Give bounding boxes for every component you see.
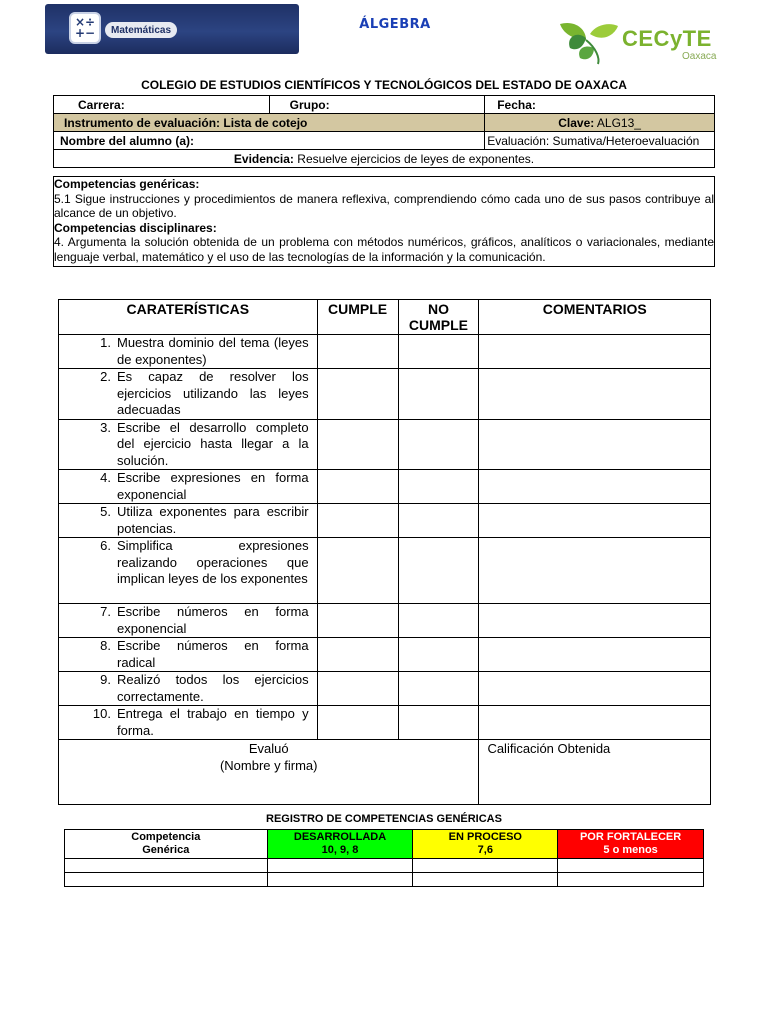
checklist-row	[59, 638, 711, 672]
checklist-item-cell	[59, 335, 318, 369]
no-cumple-cell[interactable]	[398, 672, 479, 706]
checklist-item-cell	[59, 672, 318, 706]
checklist-item-number: 2.	[100, 369, 111, 384]
checklist-item-number: 4.	[100, 470, 111, 485]
cumple-cell[interactable]	[317, 638, 398, 672]
comentarios-cell[interactable]	[479, 604, 711, 638]
header-cumple: CUMPLE	[317, 300, 398, 335]
registro-cell[interactable]	[558, 859, 704, 873]
fecha-label: Fecha:	[485, 96, 715, 114]
college-name: COLEGIO DE ESTUDIOS CIENTÍFICOS Y TECNOLÓGICOS DEL ESTADO DE OAXACA	[141, 78, 627, 92]
instrumento-label: Instrumento de evaluación: Lista de cotejo	[54, 114, 485, 132]
checklist-item-cell	[59, 419, 318, 470]
competencias-disciplinares-title: Competencias disciplinares:	[54, 220, 217, 235]
no-cumple-cell[interactable]	[398, 604, 479, 638]
registro-cell[interactable]	[267, 873, 413, 887]
comentarios-cell[interactable]	[479, 706, 711, 740]
header-no-cumple: NO CUMPLE	[398, 300, 479, 335]
calificacion-label: Calificación Obtenida	[487, 741, 611, 756]
info-table	[53, 95, 715, 168]
checklist-item-number: 9.	[100, 672, 111, 687]
checklist-item-text: Realizó todos los ejercicios correctamente.	[117, 672, 309, 704]
checklist-item	[61, 638, 315, 671]
carrera-label: Carrera:	[54, 96, 270, 114]
calificacion-cell[interactable]	[479, 740, 711, 805]
checklist-item	[61, 335, 315, 368]
cumple-cell[interactable]	[317, 470, 398, 504]
registro-cell[interactable]	[65, 873, 268, 887]
evidencia-cell	[54, 150, 715, 168]
comentarios-cell[interactable]	[479, 369, 711, 420]
no-cumple-cell[interactable]	[398, 419, 479, 470]
clave-value: ALG13_	[594, 115, 641, 130]
checklist-item-text: Escribe números en forma exponencial	[117, 604, 309, 636]
registro-col-en-proceso-line1: EN PROCESO	[448, 831, 522, 843]
checklist-item-number: 7.	[100, 604, 111, 619]
checklist-item-cell	[59, 470, 318, 504]
competencias-box	[53, 176, 715, 267]
registro-cell[interactable]	[413, 873, 558, 887]
checklist-item-cell	[59, 638, 318, 672]
no-cumple-cell[interactable]	[398, 538, 479, 604]
checklist-item	[61, 470, 315, 503]
checklist-item-text: Escribe expresiones en forma exponencial	[117, 470, 309, 502]
evaluo-cell[interactable]	[59, 740, 479, 805]
math-operators-icon: ×÷ +−	[69, 12, 101, 44]
checklist-item	[61, 369, 315, 419]
checklist-item-number: 6.	[100, 538, 111, 553]
clave-cell	[485, 114, 715, 132]
checklist-item-number: 5.	[100, 504, 111, 519]
checklist-table	[58, 299, 711, 805]
checklist-row	[59, 419, 711, 470]
checklist-item-cell	[59, 538, 318, 604]
checklist-item	[61, 538, 315, 588]
registro-cell[interactable]	[558, 873, 704, 887]
cumple-cell[interactable]	[317, 369, 398, 420]
checklist-row	[59, 672, 711, 706]
checklist-row	[59, 604, 711, 638]
banner-label: Matemáticas	[105, 22, 177, 38]
registro-col-por-fortalecer-line2: 5 o menos	[603, 844, 658, 856]
checklist-item-text: Simplifica expresiones realizando operaciones que implican leyes de los exponentes	[117, 538, 309, 586]
evidencia-label: Evidencia:	[233, 151, 294, 166]
comentarios-cell[interactable]	[479, 538, 711, 604]
cumple-cell[interactable]	[317, 419, 398, 470]
checklist-item-number: 1.	[100, 335, 111, 350]
checklist-item-text: Escribe el desarrollo completo del ejercicio hasta llegar a la solución.	[117, 419, 309, 468]
header-caracteristicas: CARATERÍSTICAS	[59, 300, 318, 335]
competencias-disciplinares-text: 4. Argumenta la solución obtenida de un problema con métodos numéricos, gráficos, analíticos o variacionales, mediante lenguaje verbal, matemático y el uso de las tecnologías de la información y la comunicación.	[54, 235, 714, 264]
comentarios-cell[interactable]	[479, 672, 711, 706]
checklist-item-cell	[59, 504, 318, 538]
comentarios-cell[interactable]	[479, 335, 711, 369]
registro-col-competencia-line2: Genérica	[142, 844, 190, 856]
comentarios-cell[interactable]	[479, 470, 711, 504]
checklist-item-number: 8.	[100, 638, 111, 653]
registro-col-desarrollada-line2: 10, 9, 8	[321, 844, 359, 856]
cecyte-logo-text: CECyTE	[622, 26, 712, 51]
checklist-row	[59, 369, 711, 420]
registro-col-por-fortalecer-line1: POR FORTALECER	[579, 831, 682, 843]
registro-title: REGISTRO DE COMPETENCIAS GENÉRICAS	[266, 813, 502, 825]
evaluo-label: Evaluó	[248, 741, 289, 756]
no-cumple-cell[interactable]	[398, 638, 479, 672]
no-cumple-cell[interactable]	[398, 470, 479, 504]
cumple-cell[interactable]	[317, 335, 398, 369]
checklist-item-cell	[59, 706, 318, 740]
registro-col-por-fortalecer	[558, 830, 704, 859]
competencias-genericas-text: 5.1 Sigue instrucciones y procedimientos de manera reflexiva, comprendiendo cómo cada uno de sus pasos contribuye al alcance de un objetivo.	[54, 191, 714, 221]
cumple-cell[interactable]	[317, 504, 398, 538]
no-cumple-cell[interactable]	[398, 369, 479, 420]
comentarios-cell[interactable]	[479, 504, 711, 538]
registro-col-desarrollada-line1: DESARROLLADA	[293, 831, 387, 843]
grupo-label: Grupo:	[269, 96, 485, 114]
checklist-item	[61, 604, 315, 637]
checklist-item	[61, 672, 315, 705]
no-cumple-cell[interactable]	[398, 706, 479, 740]
registro-col-desarrollada	[267, 830, 413, 859]
subject-title: ÁLGEBRA	[359, 17, 431, 32]
nombre-alumno-label: Nombre del alumno (a):	[54, 132, 485, 150]
cecyte-leaves-icon	[556, 18, 620, 66]
registro-col-competencia-line1: Competencia	[131, 831, 201, 843]
checklist-item-number: 10.	[92, 706, 111, 721]
no-cumple-cell[interactable]	[398, 504, 479, 538]
checklist-row	[59, 706, 711, 740]
checklist-row	[59, 335, 711, 369]
checklist-item-cell	[59, 369, 318, 420]
registro-col-en-proceso	[413, 830, 558, 859]
no-cumple-cell[interactable]	[398, 335, 479, 369]
evaluacion-label: Evaluación: Sumativa/Heteroevaluación	[485, 132, 715, 150]
checklist-item-text: Escribe números en forma radical	[117, 638, 309, 670]
header-comentarios: COMENTARIOS	[479, 300, 711, 335]
checklist-item-text: Entrega el trabajo en tiempo y forma.	[117, 706, 309, 738]
comentarios-cell[interactable]	[479, 638, 711, 672]
cumple-cell[interactable]	[317, 706, 398, 740]
registro-table	[64, 829, 704, 887]
checklist-item	[61, 504, 315, 537]
checklist-item-text: Utiliza exponentes para escribir potencias.	[117, 504, 309, 536]
registro-col-competencia	[65, 830, 268, 859]
registro-cell[interactable]	[65, 859, 268, 873]
checklist-row	[59, 470, 711, 504]
registro-col-en-proceso-line2: 7,6	[477, 844, 493, 856]
checklist-row	[59, 504, 711, 538]
competencias-genericas-title: Competencias genéricas:	[54, 177, 200, 191]
clave-label: Clave:	[558, 115, 595, 130]
cumple-cell[interactable]	[317, 538, 398, 604]
checklist-item-text: Muestra dominio del tema (leyes de exponentes)	[117, 335, 309, 367]
checklist-item-cell	[59, 604, 318, 638]
comentarios-cell[interactable]	[479, 419, 711, 470]
checklist-item	[61, 420, 315, 470]
checklist-item	[61, 706, 315, 739]
registro-cell[interactable]	[267, 859, 413, 873]
cecyte-logo-sub: Oaxaca	[682, 51, 717, 62]
cumple-cell[interactable]	[317, 604, 398, 638]
registro-cell[interactable]	[413, 859, 558, 873]
cumple-cell[interactable]	[317, 672, 398, 706]
checklist-item-number: 3.	[100, 419, 111, 435]
checklist-row	[59, 538, 711, 604]
checklist-item-text: Es capaz de resolver los ejercicios utilizando las leyes adecuadas	[117, 369, 309, 417]
evidencia-value: Resuelve ejercicios de leyes de exponentes.	[293, 151, 535, 166]
nombre-firma-label: (Nombre y firma)	[219, 757, 318, 773]
